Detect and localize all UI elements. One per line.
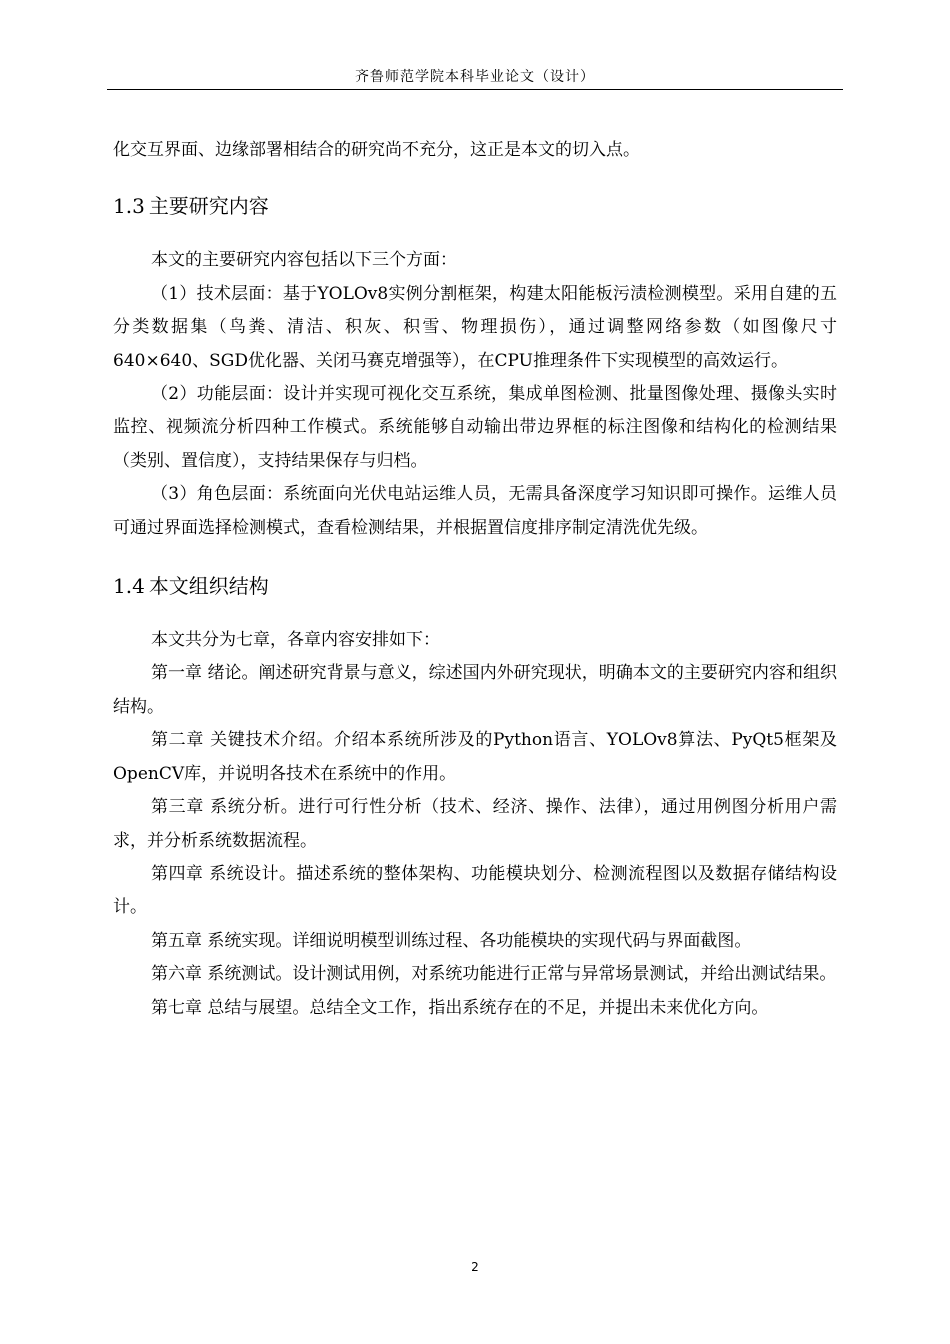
chapter-item-7: 第七章 总结与展望。总结全文工作，指出系统存在的不足，并提出未来优化方向。: [151, 997, 769, 1018]
section-intro: 本文共分为七章，各章内容安排如下：: [151, 630, 440, 651]
section-1-3-body: [113, 244, 837, 545]
chapter-item-3: 第三章 系统分析。进行可行性分析（技术、经济、操作、法律），通过用例图分析用户需求，并分析系统数据流程。: [113, 797, 837, 851]
section-number: 1.3: [113, 194, 145, 219]
chapter-item-5: 第五章 系统实现。详细说明模型训练过程、各功能模块的实现代码与界面截图。: [151, 930, 752, 951]
section-title: 本文组织结构: [148, 574, 269, 599]
section-intro: 本文的主要研究内容包括以下三个方面：: [151, 250, 457, 271]
page-number: 2: [471, 1260, 479, 1274]
chapter-item-6: 第六章 系统测试。设计测试用例，对系统功能进行正常与异常场景测试，并给出测试结果。: [151, 964, 837, 985]
continuation-paragraph: 化交互界面、边缘部署相结合的研究尚不充分，这正是本文的切入点。: [113, 140, 640, 160]
section-1-4-body: [113, 624, 837, 1025]
page-content: [113, 134, 837, 1025]
section-title: 主要研究内容: [148, 194, 269, 219]
chapter-item-1: 第一章 绪论。阐述研究背景与意义，综述国内外研究现状，明确本文的主要研究内容和组织结构。: [113, 663, 837, 717]
section-heading-1-4: [113, 571, 837, 601]
running-header: 齐鲁师范学院本科毕业论文（设计）: [355, 69, 595, 85]
section-heading-1-3: [113, 191, 837, 221]
chapter-item-4: 第四章 系统设计。描述系统的整体架构、功能模块划分、检测流程图以及数据存储结构设计。: [113, 863, 837, 918]
section-number: 1.4: [113, 574, 145, 599]
research-item-role: （3）角色层面：系统面向光伏电站运维人员，无需具备深度学习知识即可操作。运维人员可通过界面选择检测模式，查看检测结果，并根据置信度排序制定清洗优先级。: [113, 484, 837, 538]
research-item-functional: （2）功能层面：设计并实现可视化交互系统，集成单图检测、批量图像处理、摄像头实时监控、视频流分析四种工作模式。系统能够自动输出带边界框的标注图像和结构化的检测结果（类别、置信度），支持结果保存与归档。: [113, 384, 837, 471]
header-rule: [107, 89, 843, 90]
chapter-item-2: 第二章 关键技术介绍。介绍本系统所涉及的Python语言、YOLOv8算法、PyQt5框架及OpenCV库，并说明各技术在系统中的作用。: [113, 730, 837, 784]
research-item-technical: （1）技术层面：基于YOLOv8实例分割框架，构建太阳能板污渍检测模型。采用自建的五分类数据集（鸟粪、清洁、积灰、积雪、物理损伤），通过调整网络参数（如图像尺寸640×640、SGD优化器、关闭马赛克增强等），在CPU推理条件下实现模型的高效运行。: [113, 283, 837, 371]
